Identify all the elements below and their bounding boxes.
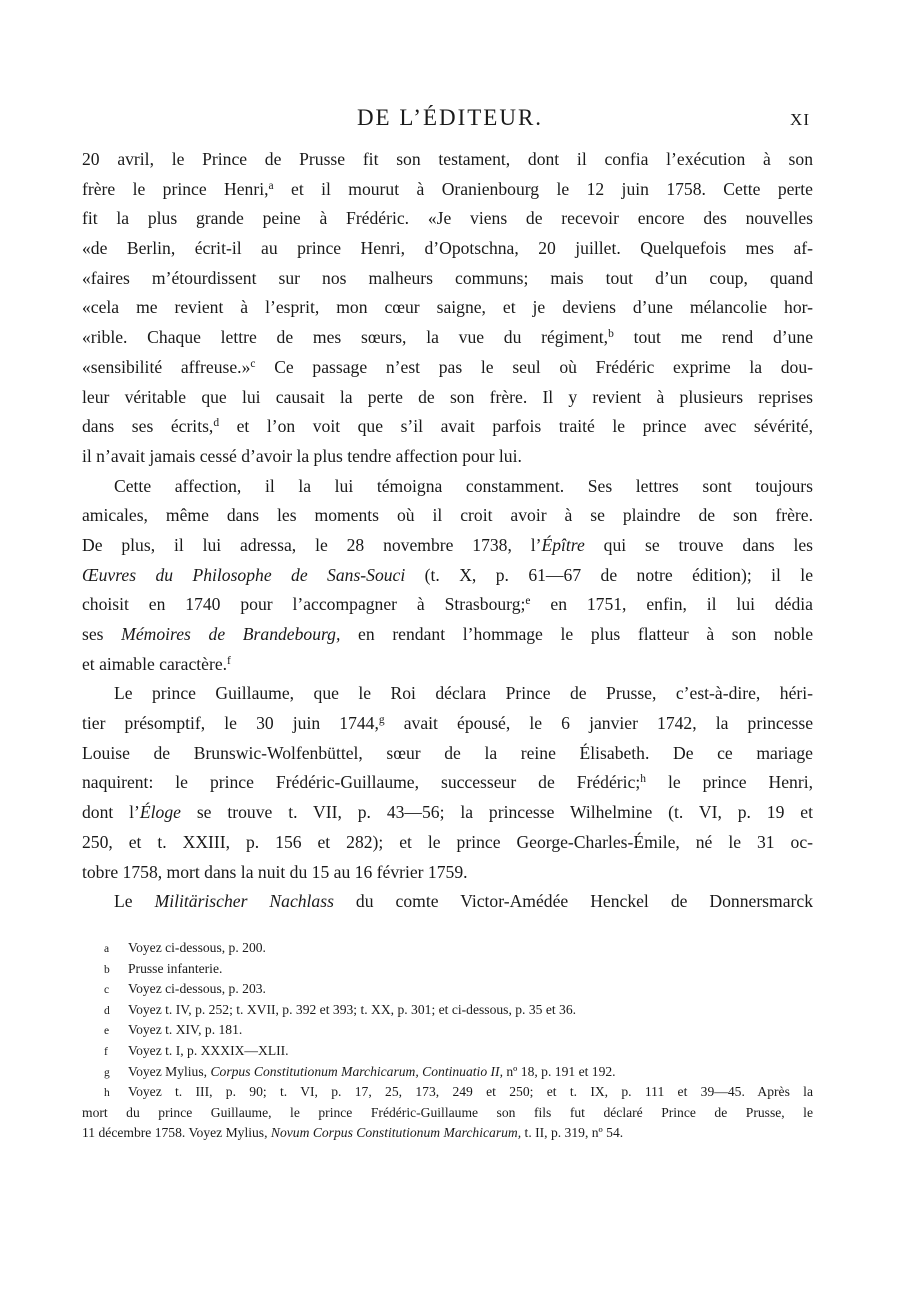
footnote-mark: f <box>104 1045 108 1058</box>
work-title: Corpus Constitutionum Marchicarum, Continuatio II, <box>210 1063 503 1079</box>
running-head <box>0 103 900 133</box>
text-line <box>82 620 813 650</box>
text-line <box>82 472 813 502</box>
page-number: XI <box>790 110 810 129</box>
paragraph-1 <box>82 145 813 472</box>
footnote-text: Voyez ci-dessous, p. 200. <box>128 940 266 955</box>
text-run: en rendant l’hommage le plus flatteur à son noble <box>340 624 814 644</box>
footnote-text: mort du prince Guillaume, le prince Frédéric-Guillaume son fils fut déclaré Prince de Prusse, le <box>82 1104 813 1120</box>
paragraph-2 <box>82 472 813 680</box>
footnote-ref-e[interactable]: e <box>525 595 531 608</box>
text-run: avait épousé, le 6 janvier 1742, la princesse <box>384 713 813 734</box>
footnote-ref-c[interactable]: c <box>250 357 256 370</box>
text-run: (t. X, p. 61—67 de notre édition); il le <box>405 564 813 585</box>
paragraph-3 <box>82 679 813 887</box>
text-run: et l’on voit que s’il avait parfois traité le prince avec sévérité, <box>219 416 813 437</box>
text-run: Le prince Guillaume, que le Roi déclara Prince de Prusse, c’est-à-dire, héri- <box>114 683 813 704</box>
footnote-g <box>82 1062 813 1083</box>
text-run: Louise de Brunswic-Wolfenbüttel, sœur de la reine Élisabeth. De ce mariage <box>82 742 813 763</box>
footnote-mark: d <box>104 1004 110 1017</box>
footnote-b <box>82 959 813 980</box>
text-run: Ce passage n’est pas le seul où Frédéric exprime la dou- <box>255 356 813 377</box>
text-run: tier présomptif, le 30 juin 1744, <box>82 713 379 734</box>
work-title: Épître <box>541 534 585 555</box>
footnote-text: Voyez t. I, p. XXXIX—XLII. <box>128 1042 289 1058</box>
footnote-mark: c <box>104 984 110 997</box>
footnote-text: 11 décembre 1758. Voyez Mylius, <box>82 1125 271 1141</box>
footnote-text: Voyez ci-dessous, p. 203. <box>128 981 266 997</box>
footnote-text: Voyez t. XIV, p. 181. <box>128 1022 243 1038</box>
footnote-d <box>82 1000 813 1021</box>
text-line <box>82 709 813 739</box>
footnote-ref-b[interactable]: b <box>608 328 614 341</box>
footnote-text: Voyez t. III, p. 90; t. VI, p. 17, 25, 173, 249 et 250; et t. IX, p. 111 et 39—45. Après la <box>128 1084 813 1100</box>
text-run: et il mourut à Oranienbourg le 12 juin 1758. Cette perte <box>273 178 813 199</box>
text-run: «sensibilité affreuse.» <box>82 356 251 377</box>
main-text <box>82 145 813 917</box>
footnote-h-continued <box>82 1123 813 1144</box>
text-run: «cela me revient à l’esprit, mon cœur saigne, et je deviens d’une mélancolie hor- <box>82 297 813 318</box>
text-line <box>82 561 813 591</box>
text-line <box>82 264 813 294</box>
text-run: du comte Victor-Amédée Henckel de Donnersmarck <box>333 891 813 912</box>
text-run: dont l’ <box>82 802 140 823</box>
text-run: De plus, il lui adressa, le 28 novembre 1738, l’ <box>82 534 542 555</box>
footnote-ref-g[interactable]: g <box>378 714 385 727</box>
text-line <box>82 858 813 888</box>
footnote-text: Voyez Mylius, <box>128 1063 211 1079</box>
text-line <box>82 175 813 205</box>
text-line <box>82 828 813 858</box>
text-line <box>82 590 813 620</box>
text-run: Cette affection, il la lui témoigna constamment. Ses lettres sont toujours <box>114 475 813 496</box>
footnote-text: t. II, p. 319, nº 54. <box>521 1125 624 1141</box>
text-run: choisit en 1740 pour l’accompagner à Strasbourg; <box>82 594 526 615</box>
footnote-text: Prusse infanterie. <box>128 960 223 976</box>
text-line <box>82 679 813 709</box>
text-line <box>82 442 813 472</box>
text-run: 250, et t. XXIII, p. 156 et 282); et le prince George-Charles-Émile, né le 31 oc- <box>82 831 813 852</box>
footnote-mark: g <box>104 1066 110 1079</box>
work-title: Militärischer Nachlass <box>154 891 334 912</box>
text-line <box>82 650 813 680</box>
text-run: tout me rend d’une <box>613 327 813 348</box>
text-run: «faires m’étourdissent sur nos malheurs communs; mais tout d’un coup, quand <box>82 267 813 288</box>
footnote-ref-d[interactable]: d <box>213 417 220 430</box>
footnote-ref-h[interactable]: h <box>640 773 646 786</box>
text-run: Le <box>114 891 155 912</box>
footnote-ref-a[interactable]: a <box>268 179 274 192</box>
running-title: DE L’ÉDITEUR. <box>356 105 544 130</box>
paragraph-4 <box>82 887 813 917</box>
text-run: 20 avril, le Prince de Prusse fit son testament, dont il confia l’exécution à son <box>82 149 813 169</box>
footnote-mark: a <box>104 943 110 955</box>
text-run: qui se trouve dans les <box>584 534 813 555</box>
footnote-f <box>82 1041 813 1062</box>
text-run: le prince Henri, <box>646 772 814 793</box>
text-line <box>82 234 813 264</box>
text-run: et aimable caractère. <box>82 653 228 674</box>
text-line <box>82 145 813 175</box>
text-line <box>82 383 813 413</box>
footnote-mark: b <box>104 963 110 976</box>
work-title: Mémoires de Brandebourg, <box>121 624 341 644</box>
text-run: fit la plus grande peine à Frédéric. «Je viens de recevoir encore des nouvelles <box>82 208 813 229</box>
text-line <box>82 798 813 828</box>
text-run: tobre 1758, mort dans la nuit du 15 au 16 février 1759. <box>82 861 468 882</box>
footnote-text: Voyez t. IV, p. 252; t. XVII, p. 392 et 393; t. XX, p. 301; et ci-dessous, p. 35 et 36. <box>128 1001 577 1017</box>
text-run: en 1751, enfin, il lui dédia <box>530 594 813 615</box>
footnote-c <box>82 979 813 1000</box>
text-run: il n’avait jamais cessé d’avoir la plus tendre affection pour lui. <box>82 445 522 466</box>
text-line <box>82 531 813 561</box>
text-line <box>82 412 813 442</box>
text-run: «de Berlin, écrit-il au prince Henri, d’Opotschna, 20 juillet. Quelquefois mes af- <box>82 238 813 259</box>
text-run: amicales, même dans les moments où il croit avoir à se plaindre de son frère. <box>82 505 813 526</box>
text-line <box>82 323 813 353</box>
text-run: frère le prince Henri, <box>82 178 269 199</box>
footnotes <box>82 938 813 1144</box>
footnote-a <box>82 938 813 959</box>
footnote-mark: h <box>104 1087 110 1100</box>
footnote-mark: e <box>104 1025 110 1038</box>
footnote-h <box>82 1082 813 1103</box>
footnote-h-continued <box>82 1103 813 1124</box>
text-line <box>82 887 813 917</box>
work-title: Œuvres du Philosophe de Sans-Souci <box>82 564 406 585</box>
footnote-ref-f[interactable]: f <box>227 654 231 667</box>
text-run: naquirent: le prince Frédéric-Guillaume, successeur de Frédéric; <box>82 772 641 793</box>
text-line <box>82 501 813 531</box>
footnote-text: nº 18, p. 191 et 192. <box>502 1063 616 1079</box>
text-run: ses <box>82 624 122 644</box>
work-title: Éloge <box>139 802 181 823</box>
text-run: se trouve t. VII, p. 43—56; la princesse Wilhelmine (t. VI, p. 19 et <box>180 802 813 823</box>
text-run: «rible. Chaque lettre de mes sœurs, la vue du régiment, <box>82 327 609 348</box>
text-run: dans ses écrits, <box>82 416 214 437</box>
work-title: Novum Corpus Constitutionum Marchicarum, <box>270 1125 522 1141</box>
text-line <box>82 739 813 769</box>
text-line <box>82 768 813 798</box>
text-line <box>82 353 813 383</box>
text-line <box>82 204 813 234</box>
footnote-e <box>82 1020 813 1041</box>
text-line <box>82 293 813 323</box>
text-run: leur véritable que lui causait la perte de son frère. Il y revient à plusieurs reprises <box>82 386 813 407</box>
